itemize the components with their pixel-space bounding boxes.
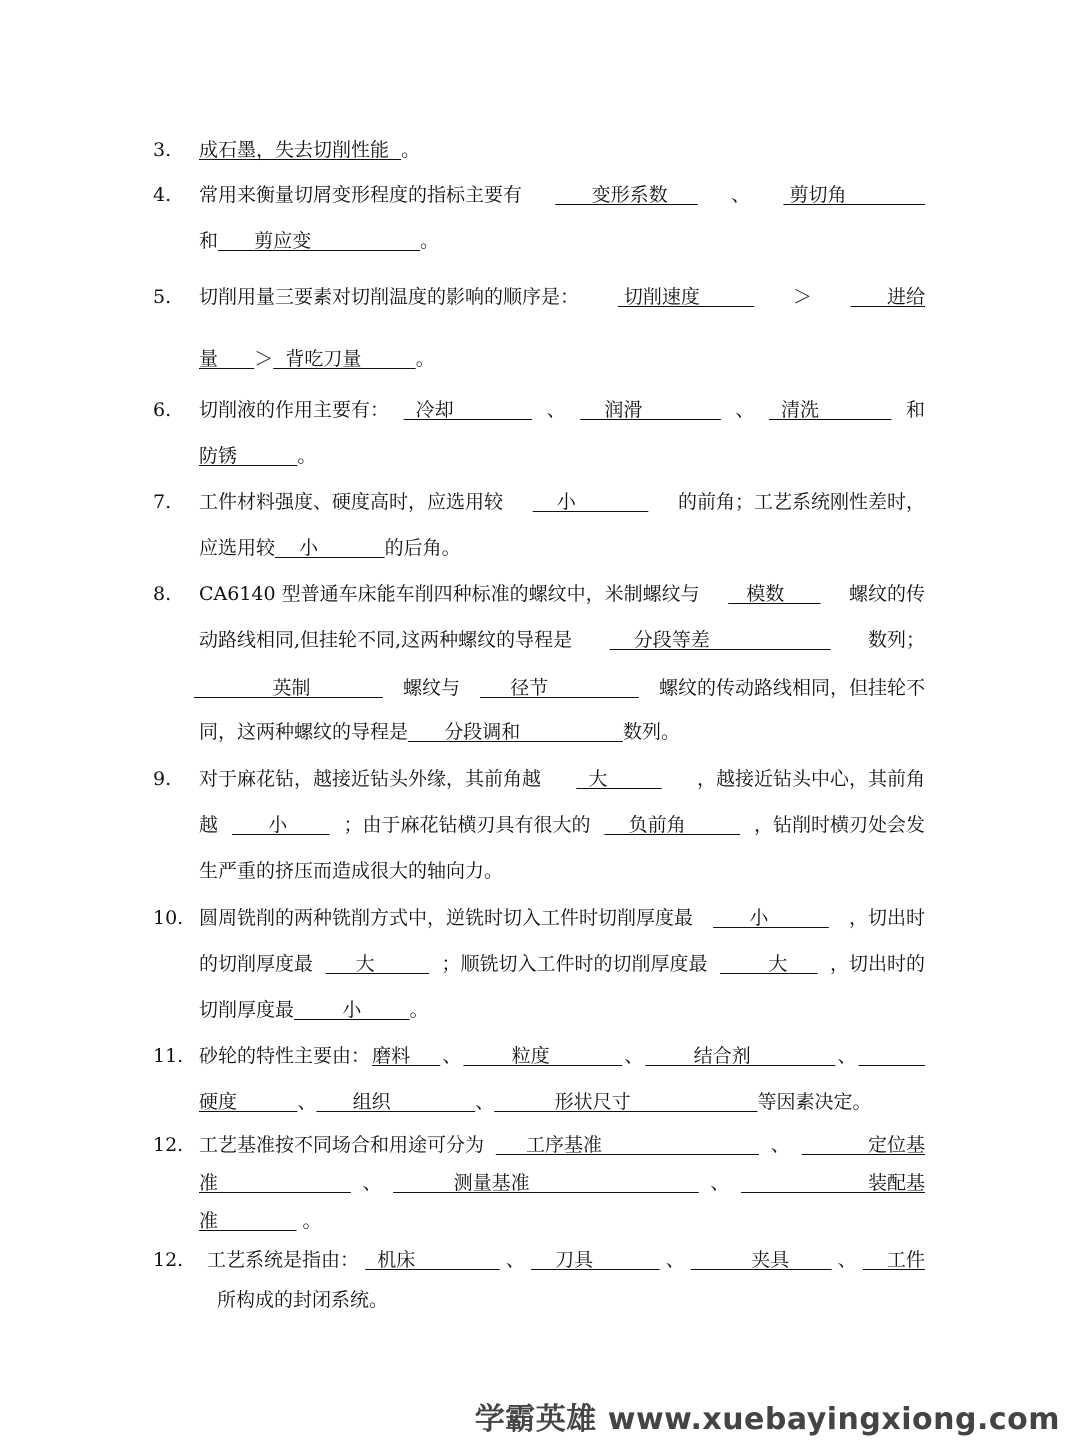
question-text: 、 xyxy=(624,1045,644,1067)
question-line xyxy=(199,952,925,976)
answer-blank: 清洗 xyxy=(768,399,892,421)
question-line xyxy=(199,720,680,744)
question-text: 切削用量三要素对切削温度的影响的顺序是： xyxy=(199,286,580,308)
question-text: 动路线相同,但挂轮不同,这两种螺纹的导程是 xyxy=(199,629,573,651)
answer-blank: 分段调和 xyxy=(408,721,623,743)
question-text: 工艺基准按不同场合和用途可分为 xyxy=(199,1134,485,1156)
answer-blank: 准 xyxy=(199,1210,297,1232)
question-line xyxy=(199,444,316,468)
answer-blank: 英制 xyxy=(194,677,383,699)
question-line xyxy=(199,183,925,207)
question-line xyxy=(217,1288,388,1312)
item-number: 8. xyxy=(153,583,172,605)
answer-blank: 分段等差 xyxy=(609,629,831,651)
question-text: 和 xyxy=(199,230,219,252)
answer-blank: 量 xyxy=(199,348,255,370)
question-text: 的后角。 xyxy=(384,537,461,559)
question-text: 切削液的作用主要有： xyxy=(199,399,390,421)
answer-blank: 小 xyxy=(231,814,330,836)
answer-blank: 小 xyxy=(532,491,649,513)
answer-blank: 切削速度 xyxy=(617,286,755,308)
answer-blank: 剪切角 xyxy=(783,184,925,206)
answer-blank: 进给 xyxy=(850,286,925,308)
item-number: 6. xyxy=(153,399,172,421)
question-line xyxy=(199,138,420,162)
question-text: 、 xyxy=(735,399,755,421)
item-number: 10. xyxy=(153,907,184,929)
question-line xyxy=(199,536,461,560)
question-text: 。 xyxy=(296,1210,322,1232)
item-number: 4. xyxy=(153,184,172,206)
question-text: 圆周铣削的两种铣削方式中，逆铣时切入工件时切削厚度最 xyxy=(199,907,694,929)
question-line xyxy=(199,906,925,930)
question-text: 、 xyxy=(362,1172,382,1194)
item-number: 5. xyxy=(153,286,172,308)
answer-blank: 粒度 xyxy=(463,1045,623,1067)
question-text: ，切出时的 xyxy=(829,953,925,975)
answer-blank: 负前角 xyxy=(604,814,740,836)
question-line xyxy=(199,767,925,791)
question-text: 生严重的挤压而造成很大的轴向力。 xyxy=(199,860,504,882)
item-number: 12. xyxy=(153,1134,184,1156)
answer-blank: 结合剂 xyxy=(645,1045,836,1067)
question-text: 对于麻花钻，越接近钻头外缘，其前角越 xyxy=(199,768,542,790)
question-text: ；顺铣切入工件时的切削厚度最 xyxy=(441,953,708,975)
question-text: 常用来衡量切屑变形程度的指标主要有 xyxy=(199,184,523,206)
answer-blank: 定位基 xyxy=(801,1134,925,1156)
question-text: 、 xyxy=(475,1091,495,1113)
answer-blank: 润滑 xyxy=(580,399,721,421)
item-number: 12. xyxy=(153,1249,184,1271)
question-text: 的前角；工艺系统刚性差时， xyxy=(677,491,925,513)
answer-blank: 大 xyxy=(720,953,818,975)
question-text: 所构成的封闭系统。 xyxy=(217,1289,389,1311)
answer-blank: 准 xyxy=(199,1172,351,1194)
answer-blank: 小 xyxy=(275,537,385,559)
answer-blank: 工件 xyxy=(862,1249,925,1271)
question-text: 、 xyxy=(665,1249,685,1271)
answer-blank: 模数 xyxy=(728,583,821,605)
answer-blank: 测量基准 xyxy=(393,1172,699,1194)
question-line xyxy=(199,859,503,883)
question-text: 。 xyxy=(419,230,439,252)
question-text: 、 xyxy=(837,1249,857,1271)
question-text: 。 xyxy=(409,999,429,1021)
answer-blank: 大 xyxy=(576,768,662,790)
question-text: 、 xyxy=(546,399,566,421)
question-text: 。 xyxy=(401,139,421,161)
question-text: 、 xyxy=(731,184,751,206)
answer-blank: 夹具 xyxy=(690,1249,832,1271)
answer-blank: 径节 xyxy=(480,677,639,699)
answer-blank: 机床 xyxy=(365,1249,500,1271)
question-text: ，切出时 xyxy=(848,907,925,929)
answer-blank: 冷却 xyxy=(403,399,533,421)
item-number: 11. xyxy=(153,1045,184,1067)
answer-blank: 剪应变 xyxy=(218,230,420,252)
answer-blank: 大 xyxy=(325,953,430,975)
question-text: ＞ xyxy=(792,286,812,308)
question-line xyxy=(199,1133,925,1157)
question-text: 数列； xyxy=(867,629,925,651)
question-text: ，钻削时横刃处会发 xyxy=(753,814,925,836)
answer-blank: 刀具 xyxy=(531,1249,660,1271)
answer-blank: 硬度 xyxy=(199,1091,298,1113)
question-text: 螺纹的传动路线相同，但挂轮不 xyxy=(658,677,925,699)
question-line xyxy=(199,490,925,514)
question-text: 、 xyxy=(770,1134,790,1156)
question-text: 、 xyxy=(442,1045,462,1067)
question-text: ，越接近钻头中心，其前角 xyxy=(696,768,925,790)
question-text: 等因素决定。 xyxy=(757,1091,872,1113)
question-text: 砂轮的特性主要由： xyxy=(199,1045,371,1067)
question-text: 螺纹与 xyxy=(403,677,461,699)
answer-blank: 变形系数 xyxy=(555,184,698,206)
question-text: 螺纹的传 xyxy=(848,583,925,605)
answer-blank: 形状尺寸 xyxy=(494,1091,758,1113)
question-text: 切削厚度最 xyxy=(199,999,295,1021)
question-line xyxy=(199,285,925,309)
question-line xyxy=(194,676,925,700)
question-line xyxy=(199,398,925,422)
item-number: 3. xyxy=(153,139,172,161)
question-text: CA6140 型普通车床能车削四种标准的螺纹中，米制螺纹与 xyxy=(199,583,700,605)
question-text: 。 xyxy=(415,348,435,370)
question-text: 和 xyxy=(905,399,925,421)
answer-blank: 磨料 xyxy=(372,1045,441,1067)
question-text: 应选用较 xyxy=(199,537,276,559)
answer-blank: 组织 xyxy=(316,1091,476,1113)
question-text: 工件材料强度、硬度高时，应选用较 xyxy=(199,491,504,513)
question-line xyxy=(199,1044,925,1068)
question-line xyxy=(199,628,925,652)
question-text: 、 xyxy=(505,1249,525,1271)
question-text: 、 xyxy=(837,1045,857,1067)
question-text: 越 xyxy=(199,814,219,836)
question-text: 数列。 xyxy=(622,721,680,743)
question-text: 、 xyxy=(710,1172,730,1194)
question-line xyxy=(207,1248,925,1272)
answer-blank: 工序基准 xyxy=(495,1134,760,1156)
answer-blank: 小 xyxy=(713,907,829,929)
question-text: ＞ xyxy=(254,348,274,370)
answer-blank: 背吃刀量 xyxy=(273,348,416,370)
question-line xyxy=(199,998,429,1022)
question-text: 同，这两种螺纹的导程是 xyxy=(199,721,409,743)
answer-blank: 成石墨，失去切削性能 xyxy=(199,139,402,161)
question-text: 。 xyxy=(297,445,317,467)
watermark: 学霸英雄 www.xuebayingxiong.com xyxy=(474,1402,1060,1437)
question-text: 的切削厚度最 xyxy=(199,953,314,975)
question-line xyxy=(199,582,925,606)
question-line xyxy=(199,229,439,253)
question-line xyxy=(199,347,435,371)
answer-blank: 防锈 xyxy=(199,445,298,467)
question-text: 工艺系统是指由： xyxy=(207,1249,360,1271)
answer-blank: 小 xyxy=(294,999,410,1021)
answer-blank: 装配基 xyxy=(741,1172,925,1194)
question-line xyxy=(199,813,925,837)
item-number: 9. xyxy=(153,768,172,790)
answer-blank xyxy=(858,1044,924,1068)
item-number: 7. xyxy=(153,491,172,513)
question-line xyxy=(199,1090,871,1114)
question-line xyxy=(199,1171,925,1195)
question-line xyxy=(199,1209,322,1233)
question-text: 、 xyxy=(297,1091,317,1113)
question-text: ；由于麻花钻横刃具有很大的 xyxy=(343,814,591,836)
